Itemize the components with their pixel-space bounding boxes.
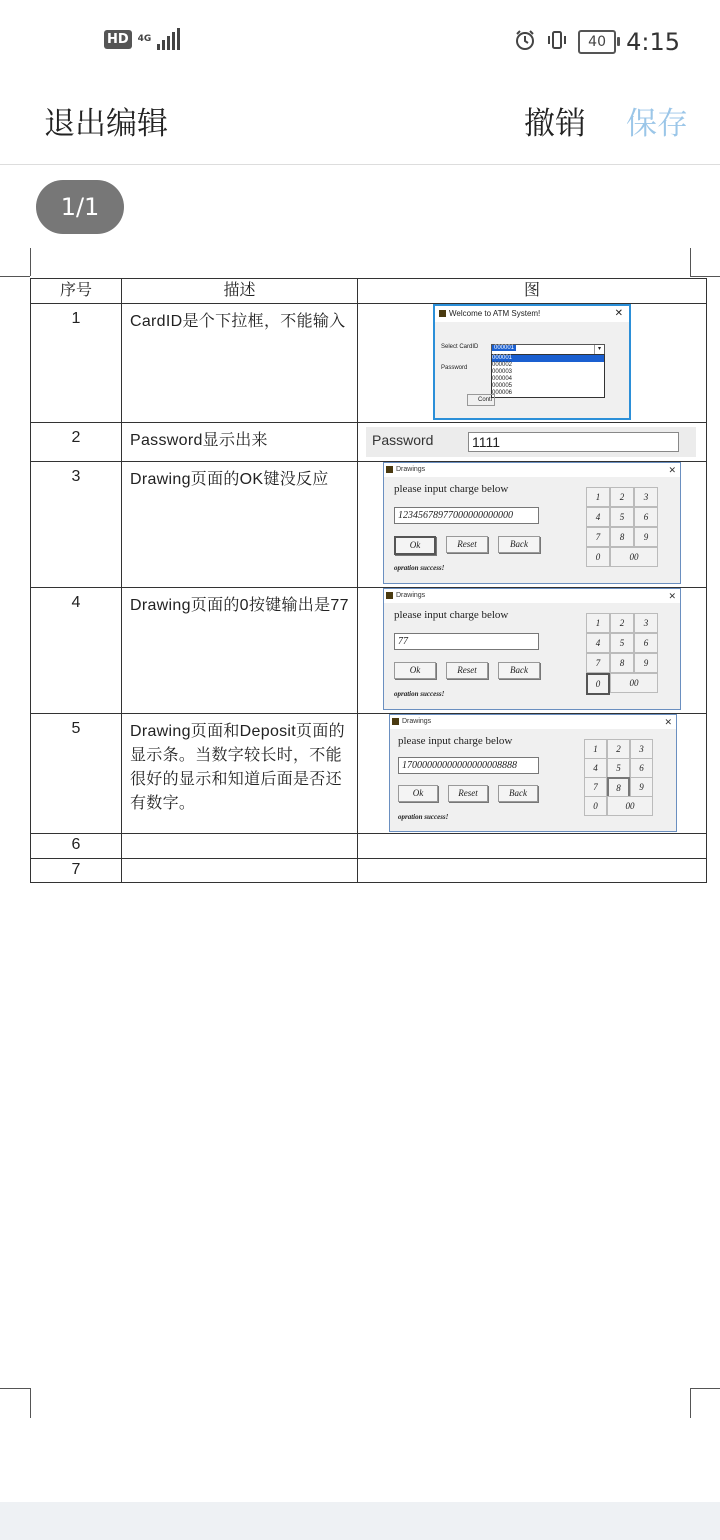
crop-mark-top-left	[30, 248, 31, 276]
drawings-window	[389, 714, 677, 832]
key-6: 6	[634, 633, 658, 653]
row-number: 6	[31, 834, 122, 859]
table-row	[31, 588, 707, 714]
page-indicator: 1/1	[36, 180, 124, 234]
key-6: 6	[634, 507, 658, 527]
app-icon	[386, 466, 393, 473]
password-label: Password	[441, 365, 468, 371]
crop-mark-top-left-h	[0, 276, 30, 277]
row-image	[358, 714, 707, 834]
key-0: 0	[586, 673, 610, 695]
dropdown-option: 000006	[492, 390, 513, 396]
row-number: 5	[31, 714, 122, 834]
app-icon	[386, 592, 393, 599]
status-left	[104, 28, 180, 50]
cardid-label: Select CardID	[441, 344, 479, 350]
close-icon: ✕	[664, 717, 672, 727]
row-description	[122, 859, 358, 883]
row-number: 2	[31, 423, 122, 462]
bottom-bar	[0, 1502, 720, 1540]
row-description	[122, 834, 358, 859]
save-button[interactable]: 保存	[626, 106, 688, 142]
status-right	[514, 28, 680, 56]
row-image	[358, 423, 707, 462]
crop-mark-top-right-h	[690, 276, 720, 277]
status-message: opration success!	[394, 690, 445, 698]
key-3: 3	[634, 613, 658, 633]
row-image	[358, 588, 707, 714]
charge-prompt: please input charge below	[398, 735, 513, 747]
window-title: Welcome to ATM System!	[449, 309, 541, 318]
dropdown-option: 000003	[492, 369, 513, 375]
key-8: 8	[610, 527, 634, 547]
signal-icon	[157, 28, 180, 50]
ok-button: Ok	[394, 536, 436, 555]
key-7: 7	[584, 777, 607, 797]
row-image	[358, 859, 707, 883]
dropdown-option: 000004	[492, 376, 513, 382]
key-9: 9	[630, 777, 653, 797]
ok-button: Ok	[394, 662, 436, 679]
crop-mark-top-right	[690, 248, 691, 276]
table-row	[31, 423, 707, 462]
password-screenshot	[366, 427, 696, 457]
close-icon: ✕	[668, 465, 676, 475]
header-desc: 描述	[122, 279, 358, 304]
amount-field: 17000000000000000008888	[398, 757, 539, 774]
atm-welcome-window	[433, 304, 631, 420]
dropdown-option: 000005	[492, 383, 513, 389]
app-icon	[392, 718, 399, 725]
row-number: 3	[31, 462, 122, 588]
key-00: 00	[610, 547, 658, 567]
crop-mark-bottom-right	[690, 1388, 720, 1389]
window-title: Drawings	[396, 466, 426, 473]
crop-mark-bottom-left-v	[30, 1388, 31, 1418]
app-icon	[439, 310, 446, 317]
key-8: 8	[607, 777, 630, 799]
password-field: 1111	[468, 432, 679, 452]
dropdown-option: 000002	[492, 362, 513, 368]
key-5: 5	[607, 758, 630, 778]
row-number: 7	[31, 859, 122, 883]
key-00: 00	[607, 796, 653, 816]
key-5: 5	[610, 633, 634, 653]
window-title: Drawings	[396, 592, 426, 599]
key-1: 1	[586, 487, 610, 507]
undo-button[interactable]: 撤销	[524, 106, 586, 142]
row-description: Drawing页面的0按键输出是77	[122, 588, 358, 714]
key-1: 1	[586, 613, 610, 633]
status-message: opration success!	[394, 564, 445, 572]
clock: 4:15	[626, 28, 680, 56]
row-description: Password显示出来	[122, 423, 358, 462]
key-3: 3	[630, 739, 653, 759]
amount-field: 77	[394, 633, 539, 650]
key-8: 8	[610, 653, 634, 673]
edit-toolbar	[0, 84, 720, 165]
status-bar	[0, 0, 720, 84]
key-3: 3	[634, 487, 658, 507]
key-9: 9	[634, 653, 658, 673]
header-image: 图	[358, 279, 707, 304]
key-0: 0	[584, 796, 607, 816]
continue-button: Conti	[467, 394, 495, 406]
chevron-down-icon: ▾	[594, 345, 604, 354]
row-number: 1	[31, 304, 122, 423]
table-row	[31, 714, 707, 834]
row-image	[358, 462, 707, 588]
key-00: 00	[610, 673, 658, 693]
charge-prompt: please input charge below	[394, 483, 509, 495]
row-description: Drawing页面的OK键没反应	[122, 462, 358, 588]
reset-button: Reset	[448, 785, 488, 802]
key-4: 4	[586, 507, 610, 527]
vibrate-icon	[546, 29, 568, 55]
key-4: 4	[586, 633, 610, 653]
dropdown-list	[491, 354, 605, 398]
key-7: 7	[586, 527, 610, 547]
amount-field: 12345678977000000000000	[394, 507, 539, 524]
key-1: 1	[584, 739, 607, 759]
key-4: 4	[584, 758, 607, 778]
alarm-icon	[514, 29, 536, 55]
close-icon: ✕	[614, 308, 623, 319]
charge-prompt: please input charge below	[394, 609, 509, 621]
network-type: 4G	[137, 33, 152, 44]
key-2: 2	[610, 613, 634, 633]
crop-mark-bottom-right-v	[690, 1388, 691, 1418]
key-5: 5	[610, 507, 634, 527]
key-6: 6	[630, 758, 653, 778]
key-2: 2	[607, 739, 630, 759]
password-label: Password	[372, 432, 434, 448]
bug-table[interactable]	[30, 278, 707, 883]
key-0: 0	[586, 547, 610, 567]
exit-edit-button[interactable]: 退出编辑	[44, 106, 168, 142]
ok-button: Ok	[398, 785, 438, 802]
row-description: Drawing页面和Deposit页面的显示条。当数字较长时，不能很好的显示和知道后面是否还有数字。	[122, 714, 358, 834]
dropdown-selected: 000001	[494, 345, 515, 351]
table-row	[31, 304, 707, 423]
back-button: Back	[498, 536, 540, 553]
table-row	[31, 462, 707, 588]
dropdown-option: 000001	[492, 355, 604, 362]
hd-badge: HD	[104, 30, 132, 49]
drawings-window	[383, 588, 681, 710]
row-description: CardID是个下拉框，不能输入	[122, 304, 358, 423]
key-9: 9	[634, 527, 658, 547]
table-header-row	[31, 279, 707, 304]
row-image	[358, 304, 707, 423]
key-2: 2	[610, 487, 634, 507]
back-button: Back	[498, 785, 538, 802]
table-row	[31, 859, 707, 883]
window-title: Drawings	[402, 718, 432, 725]
back-button: Back	[498, 662, 540, 679]
status-message: opration success!	[398, 813, 449, 821]
header-no: 序号	[31, 279, 122, 304]
close-icon: ✕	[668, 591, 676, 601]
reset-button: Reset	[446, 536, 488, 553]
reset-button: Reset	[446, 662, 488, 679]
row-image	[358, 834, 707, 859]
drawings-window	[383, 462, 681, 584]
battery-icon: 40	[578, 30, 616, 54]
row-number: 4	[31, 588, 122, 714]
key-7: 7	[586, 653, 610, 673]
crop-mark-bottom-left	[0, 1388, 30, 1389]
table-row	[31, 834, 707, 859]
